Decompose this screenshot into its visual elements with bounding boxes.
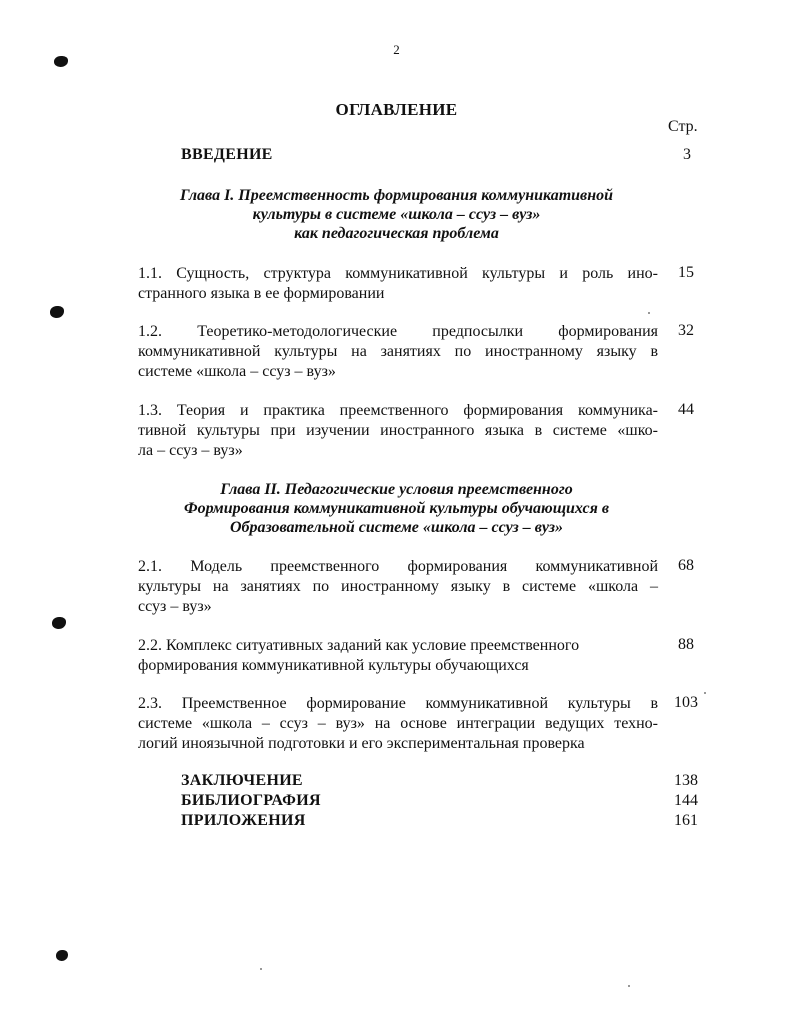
chapter-1-line-3: как педагогическая проблема <box>294 225 499 242</box>
section-1-3-line-1: 1.3. Теория и практика преемственного формирования коммуника- <box>138 402 658 419</box>
section-1-1 <box>138 264 658 304</box>
page-column-header: Стр. <box>668 118 698 135</box>
intro-label: ВВЕДЕНИЕ <box>181 146 273 163</box>
section-1-2 <box>138 322 658 382</box>
scan-mark <box>52 617 66 629</box>
section-2-3-line-3: логий иноязычной подготовки и его экспериментальная проверка <box>138 735 585 752</box>
chapter-1-heading <box>0 186 793 243</box>
appendices-page: 161 <box>674 812 698 829</box>
section-2-1 <box>138 557 658 617</box>
scan-speck <box>648 312 650 314</box>
section-1-2-page: 32 <box>678 322 694 339</box>
scan-mark <box>50 306 64 318</box>
scan-mark <box>54 56 68 67</box>
section-2-3-line-2: системе «школа – ссуз – вуз» на основе интеграции ведущих техно- <box>138 715 658 732</box>
section-2-2-line-1: 2.2. Комплекс ситуативных заданий как условие преемственного <box>138 637 580 654</box>
chapter-2-line-2: Формирования коммуникативной культуры обучающихся в <box>183 500 610 517</box>
section-1-3 <box>138 401 658 461</box>
section-2-1-line-1: 2.1. Модель преемственного формирования коммуникативной <box>138 558 658 575</box>
section-2-2-page: 88 <box>678 636 694 653</box>
appendices-label: ПРИЛОЖЕНИЯ <box>181 812 306 829</box>
scan-speck <box>628 985 630 987</box>
section-1-1-page: 15 <box>678 264 694 281</box>
section-2-1-line-2: культуры на занятиях по иностранному языку в системе «школа – <box>138 578 658 595</box>
section-1-3-line-2: тивной культуры при изучении иностранного языка в системе «шко- <box>138 422 658 439</box>
section-1-2-line-1: 1.2. Теоретико-методологические предпосылки формирования <box>138 323 658 340</box>
toc-title: ОГЛАВЛЕНИЕ <box>335 100 458 119</box>
section-2-2 <box>138 636 658 676</box>
chapter-1-line-2: культуры в системе «школа – ссуз – вуз» <box>252 206 541 223</box>
intro-page: 3 <box>683 146 691 163</box>
scan-speck <box>260 968 262 970</box>
page-number: 2 <box>393 42 400 57</box>
section-1-1-line-1: 1.1. Сущность, структура коммуникативной культуры и роль ино- <box>138 265 658 282</box>
section-1-3-page: 44 <box>678 401 694 418</box>
chapter-2-line-3: Образовательной системе «школа – ссуз – вуз» <box>229 519 564 536</box>
section-1-1-line-2: странного языка в ее формировании <box>138 285 385 302</box>
chapter-2-line-1: Глава II. Педагогические условия преемственного <box>220 481 573 498</box>
section-1-3-line-3: ла – ссуз – вуз» <box>138 442 243 459</box>
conclusion-page: 138 <box>674 772 698 789</box>
section-2-3-page: 103 <box>674 694 698 711</box>
section-2-1-line-3: ссуз – вуз» <box>138 598 212 615</box>
bibliography-label: БИБЛИОГРАФИЯ <box>181 792 321 809</box>
section-1-2-line-3: системе «школа – ссуз – вуз» <box>138 363 336 380</box>
chapter-2-heading <box>0 480 793 537</box>
bibliography-page: 144 <box>674 792 698 809</box>
section-1-2-line-2: коммуникативной культуры на занятиях по иностранному языку в <box>138 343 658 360</box>
scan-speck <box>704 692 706 694</box>
section-2-3-line-1: 2.3. Преемственное формирование коммуникативной культуры в <box>138 695 658 712</box>
conclusion-label: ЗАКЛЮЧЕНИЕ <box>181 772 303 789</box>
section-2-3 <box>138 694 658 754</box>
chapter-1-line-1: Глава I. Преемственность формирования коммуникативной <box>180 187 613 204</box>
section-2-1-page: 68 <box>678 557 694 574</box>
scan-mark <box>56 950 68 961</box>
section-2-2-line-2: формирования коммуникативной культуры обучающихся <box>138 657 529 674</box>
